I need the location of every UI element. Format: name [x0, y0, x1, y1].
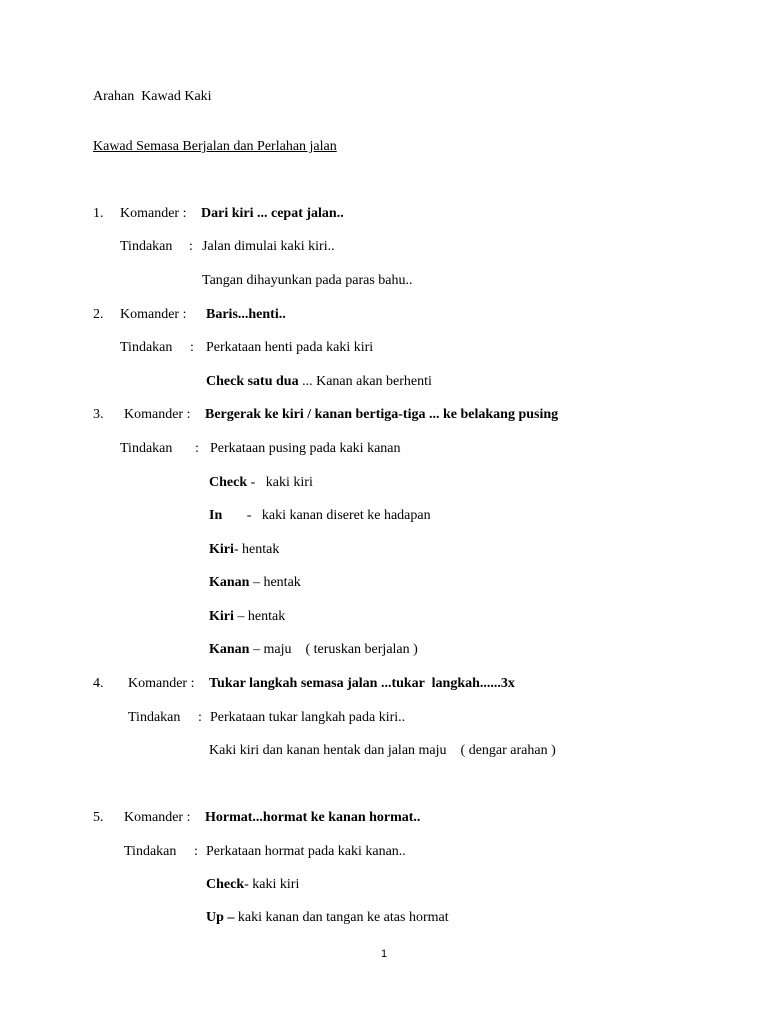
item-2-check-line [206, 374, 432, 390]
item-3-number: 3. [93, 407, 104, 422]
item-3-colon: : [195, 441, 199, 456]
item-1-extra-line: Tangan dihayunkan pada paras bahu.. [202, 273, 413, 288]
item-4-tindakan-text: Perkataan tukar langkah pada kiri.. [210, 710, 406, 725]
step-keyword: Kanan [209, 575, 250, 590]
step-description: - kaki kiri [244, 877, 300, 892]
item-3-step [209, 542, 279, 558]
item-4-extra-line: Kaki kiri dan kanan hentak dan jalan maju ( dengar arahan ) [209, 743, 556, 758]
item-1-tindakan-text: Jalan dimulai kaki kiri.. [202, 239, 335, 254]
step-description: - kaki kiri [247, 475, 313, 490]
item-4-colon: : [198, 710, 202, 725]
step-description: – hentak [233, 609, 286, 624]
item-3-step [209, 575, 301, 591]
document-title: Arahan Kawad Kaki [93, 89, 212, 104]
section-heading: Kawad Semasa Berjalan dan Perlahan jalan [93, 139, 337, 154]
step-keyword: Up – [206, 910, 235, 925]
item-2-number: 2. [93, 307, 104, 322]
item-3-komander-text: Bergerak ke kiri / kanan bertiga-tiga ... ke belakang pusing [205, 407, 559, 422]
item-3-tindakan-text: Perkataan pusing pada kaki kanan [210, 441, 401, 456]
step-keyword: In [209, 508, 223, 523]
item-5-tindakan-text: Perkataan hormat pada kaki kanan.. [206, 844, 406, 859]
item-3-step [209, 609, 285, 625]
step-keyword: Check [209, 475, 248, 490]
item-2-tindakan-label: Tindakan [120, 340, 173, 355]
item-1-number: 1. [93, 206, 104, 221]
item-1-tindakan-label: Tindakan [120, 239, 173, 254]
item-5-komander-text: Hormat...hormat ke kanan hormat.. [205, 810, 421, 825]
item-3-step [209, 642, 418, 658]
item-3-tindakan-label: Tindakan [120, 441, 173, 456]
step-description: - hentak [233, 542, 280, 557]
item-5-tindakan-label: Tindakan [124, 844, 177, 859]
item-3-step [209, 508, 431, 524]
step-description: – maju ( teruskan berjalan ) [249, 642, 418, 657]
item-5-step [206, 877, 299, 893]
item-5-number: 5. [93, 810, 104, 825]
page-number: 1 [380, 948, 388, 960]
item-4-komander-label: Komander : [128, 676, 195, 691]
item-5-colon: : [194, 844, 198, 859]
step-description: - kaki kanan diseret ke hadapan [222, 508, 431, 523]
item-3-step [209, 475, 313, 491]
step-description: kaki kanan dan tangan ke atas hormat [234, 910, 449, 925]
item-1-colon: : [189, 239, 193, 254]
item-5-komander-label: Komander : [124, 810, 191, 825]
item-3-komander-label: Komander : [124, 407, 191, 422]
item-5-step [206, 910, 449, 926]
item-2-tindakan-text: Perkataan henti pada kaki kiri [206, 340, 374, 355]
step-description: – hentak [249, 575, 301, 590]
item-2-check-bold: Check satu dua [206, 374, 299, 389]
step-keyword: Kiri [209, 542, 234, 557]
item-2-komander-text: Baris...henti.. [206, 307, 286, 322]
item-2-komander-label: Komander : [120, 307, 187, 322]
item-2-colon: : [190, 340, 194, 355]
step-keyword: Kiri [209, 609, 234, 624]
item-4-komander-text: Tukar langkah semasa jalan ...tukar langkah......3x [209, 676, 515, 691]
item-4-tindakan-label: Tindakan [128, 710, 181, 725]
item-1-komander-text: Dari kiri ... cepat jalan.. [201, 206, 344, 221]
step-keyword: Check [206, 877, 245, 892]
item-4-number: 4. [93, 676, 104, 691]
step-keyword: Kanan [209, 642, 250, 657]
item-1-komander-label: Komander : [120, 206, 187, 221]
item-2-check-rest: ... Kanan akan berhenti [298, 374, 432, 389]
